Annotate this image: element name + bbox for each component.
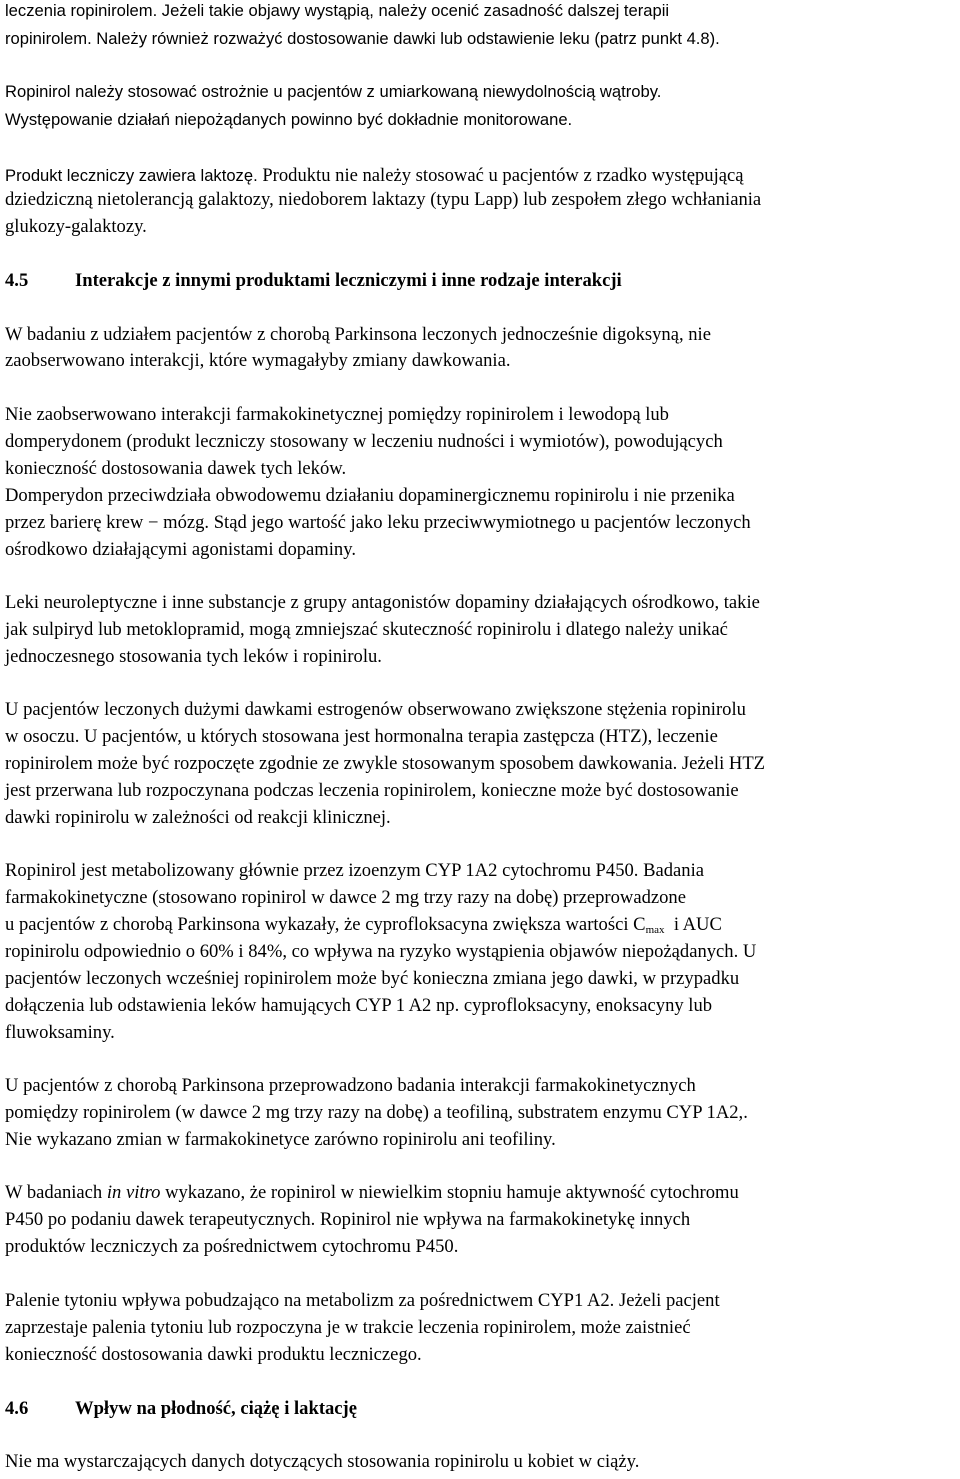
text-line: Ropinirol jest metabolizowany głównie przez izoenzym CYP 1A2 cytochromu P450. Badania — [5, 860, 705, 881]
section-title: Interakcje z innymi produktami leczniczymi i inne rodzaje interakcji — [75, 270, 622, 291]
text-line: dołączenia lub odstawienia leków hamujących CYP 1 A2 np. cyprofloksacyny, enoksacyny lub — [5, 995, 713, 1016]
text-line: U pacjentów leczonych dużymi dawkami estrogenów obserwowano zwiększone stężenia ropinirolu — [5, 699, 746, 720]
text-line: fluwoksaminy. — [5, 1022, 115, 1043]
text-line — [5, 1182, 739, 1204]
text-line: pacjentów leczonych wcześniej ropinirolem może być konieczna zmiana jego dawki, w przypadku — [5, 968, 740, 989]
text-line: glukozy-galaktozy. — [5, 216, 147, 237]
text-line: ropinirolem. Należy również rozważyć dostosowanie dawki lub odstawienie leku (patrz punkt 4.8). — [5, 29, 720, 48]
text-span: i AUC — [664, 914, 722, 935]
text-line — [5, 165, 744, 187]
text-line: Palenie tytoniu wpływa pobudzająco na metabolizm za pośrednictwem CYP1 A2. Jeżeli pacjent — [5, 1290, 720, 1311]
text-line: konieczność dostosowania dawki produktu leczniczego. — [5, 1344, 422, 1365]
text-line: leczenia ropinirolem. Jeżeli takie objawy wystąpią, należy ocenić zasadność dalszej terapii — [5, 1, 670, 20]
text-span: Produktu nie należy stosować u pacjentów z rzadko występującą — [262, 165, 744, 186]
text-span: W badaniach — [5, 1182, 107, 1203]
section-number: 4.5 — [5, 270, 29, 291]
text-line: przez barierę krew − mózg. Stąd jego wartość jako leku przeciwwymiotnego u pacjentów leczonych — [5, 512, 751, 533]
section-heading — [5, 1398, 357, 1420]
text-line: domperydonem (produkt leczniczy stosowany w leczeniu nudności i wymiotów), powodujących — [5, 431, 723, 452]
text-span: wykazano, że ropinirol w niewielkim stopniu hamuje aktywność cytochromu — [160, 1182, 739, 1203]
text-span: Produkt leczniczy zawiera laktozę. — [5, 166, 263, 185]
text-line: dawki ropinirolu w zależności od reakcji klinicznej. — [5, 807, 391, 828]
text-line: konieczność dostosowania dawek tych leków. — [5, 458, 347, 479]
text-line: farmakokinetyczne (stosowano ropinirol w dawce 2 mg trzy razy na dobę) przeprowadzone — [5, 887, 686, 908]
text-line: Domperydon przeciwdziała obwodowemu działaniu dopaminergicznemu ropinirolu i nie przenika — [5, 485, 735, 506]
text-line: zaobserwowano interakcji, które wymagałyby zmiany dawkowania. — [5, 350, 511, 371]
section-number: 4.6 — [5, 1398, 29, 1419]
text-line: zaprzestaje palenia tytoniu lub rozpoczyna je w trakcie leczenia ropinirolem, może zaistnieć — [5, 1317, 691, 1338]
text-line: U pacjentów z chorobą Parkinsona przeprowadzono badania interakcji farmakokinetycznych — [5, 1075, 696, 1096]
text-line: jest przerwana lub rozpoczynana podczas leczenia ropinirolem, konieczne może być dostosowanie — [5, 780, 739, 801]
text-line: Występowanie działań niepożądanych powinno być dokładnie monitorowane. — [5, 110, 573, 129]
text-line: w osoczu. U pacjentów, u których stosowana jest hormonalna terapia zastępcza (HTZ), leczenie — [5, 726, 718, 747]
text-line: dziedziczną nietolerancją galaktozy, niedoborem laktazy (typu Lapp) lub zespołem złego wchłaniania — [5, 189, 762, 210]
text-line: produktów leczniczych za pośrednictwem cytochromu P450. — [5, 1236, 459, 1257]
text-line: jak sulpiryd lub metoklopramid, mogą zmniejszać skuteczność ropinirolu i dlatego należy unikać — [5, 619, 728, 640]
text-line: ropinirolem może być rozpoczęte zgodnie ze zwykle stosowanym sposobem dawkowania. Jeżeli HTZ — [5, 753, 766, 774]
text-line: Nie wykazano zmian w farmakokinetyce zarówno ropinirolu ani teofiliny. — [5, 1129, 556, 1150]
text-span: u pacjentów z chorobą Parkinsona wykazały, że cyprofloksacyna zwiększa wartości C — [5, 914, 646, 935]
section-heading — [5, 270, 622, 292]
text-line — [5, 914, 722, 936]
subscript-max: max — [645, 924, 665, 936]
text-line: ośrodkowo działającymi agonistami dopaminy. — [5, 539, 356, 560]
text-line: pomiędzy ropinirolem (w dawce 2 mg trzy razy na dobę) a teofiliną, substratem enzymu CYP 1A2,. — [5, 1102, 748, 1123]
text-line: P450 po podaniu dawek terapeutycznych. Ropinirol nie wpływa na farmakokinetykę innych — [5, 1209, 691, 1230]
text-line: Ropinirol należy stosować ostrożnie u pacjentów z umiarkowaną niewydolnością wątroby. — [5, 82, 662, 101]
text-line: ropinirolu odpowiednio o 60% i 84%, co wpływa na ryzyko wystąpienia objawów niepożądanych. U — [5, 941, 757, 962]
text-line: Leki neuroleptyczne i inne substancje z grupy antagonistów dopaminy działających ośrodkowo, takie — [5, 592, 760, 613]
text-line: W badaniu z udziałem pacjentów z chorobą Parkinsona leczonych jednocześnie digoksyną, nie — [5, 324, 711, 345]
text-line: jednoczesnego stosowania tych leków i ropinirolu. — [5, 646, 382, 667]
italic-span: in vitro — [106, 1182, 161, 1203]
text-line: Nie ma wystarczających danych dotyczących stosowania ropinirolu u kobiet w ciąży. — [5, 1451, 640, 1472]
section-title: Wpływ na płodność, ciążę i laktację — [75, 1398, 358, 1419]
text-line: Nie zaobserwowano interakcji farmakokinetycznej pomiędzy ropinirolem i lewodopą lub — [5, 404, 669, 425]
